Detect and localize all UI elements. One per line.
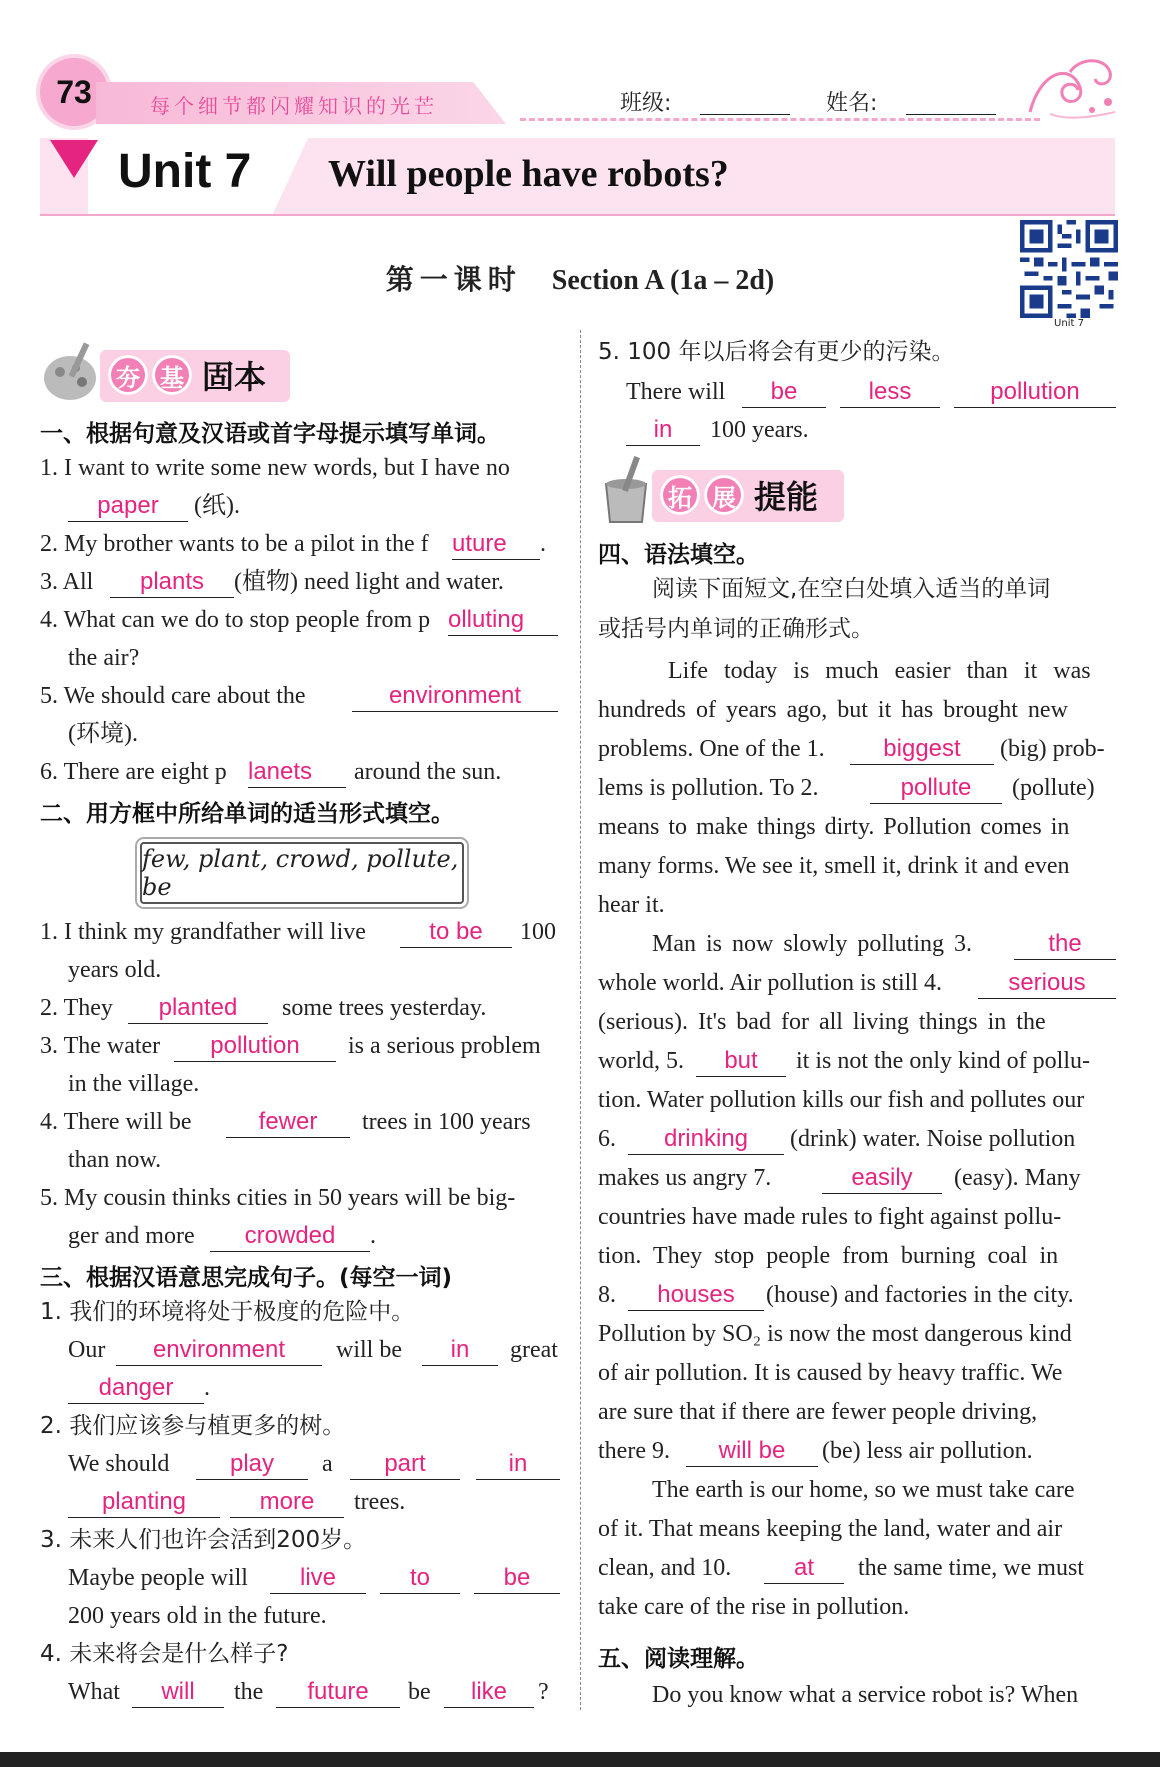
badge1-char1: 夯: [108, 355, 148, 395]
s4-intro2: 或括号内单词的正确形式。: [598, 616, 874, 642]
badge2-char1: 拓: [660, 475, 700, 515]
s3-q2-b: a: [322, 1451, 333, 1477]
answer-blank[interactable]: biggest: [850, 734, 994, 765]
passage-line: of air pollution. It is caused by heavy traffic. We: [598, 1360, 1063, 1386]
passage-line: many forms. We see it, smell it, drink it and even: [598, 853, 1070, 879]
s3-q2-cn: 2. 我们应该参与植更多的树。: [40, 1413, 346, 1439]
passage-line: whole world. Air pollution is still 4.: [598, 970, 943, 996]
page-number: 73: [40, 58, 108, 126]
s4-heading: 四、语法填空。: [598, 542, 759, 568]
answer-blank[interactable]: houses: [628, 1280, 764, 1311]
answer-blank[interactable]: be: [742, 377, 826, 408]
passage-line: (serious). It's bad for all living things in the: [598, 1009, 1046, 1035]
passage-line: 6.: [598, 1126, 616, 1152]
name-label: 姓名:: [826, 91, 878, 116]
answer-blank[interactable]: easily: [822, 1163, 942, 1194]
class-blank[interactable]: [700, 90, 790, 115]
palette-icon: [40, 340, 100, 406]
answer-blank[interactable]: environment: [116, 1335, 322, 1366]
swirl-decoration-icon: [1020, 52, 1120, 122]
answer-blank[interactable]: pollution: [174, 1031, 336, 1062]
s3-q5-cn: 5. 100 年以后将会有更少的污染。: [598, 339, 955, 365]
badge2-char2: 展: [704, 475, 744, 515]
passage-line: The earth is our home, so we must take care: [652, 1477, 1075, 1503]
answer-blank[interactable]: lanets: [248, 757, 346, 788]
answer-blank[interactable]: like: [444, 1677, 534, 1708]
answer-blank[interactable]: will: [132, 1677, 224, 1708]
s2-q1-num: 100: [520, 919, 556, 945]
s2-q4-tail: than now.: [68, 1147, 162, 1173]
s4-intro1: 阅读下面短文,在空白处填入适当的单词: [652, 576, 1051, 602]
lesson-cn: 第一课时: [385, 263, 522, 296]
answer-blank[interactable]: drinking: [628, 1124, 784, 1155]
s1-q2-tail: .: [540, 531, 546, 557]
s3-q5-a: There will: [626, 379, 726, 405]
s2-q1: 1. I think my grandfather will live: [40, 919, 366, 945]
answer-blank[interactable]: less: [840, 377, 940, 408]
s3-q3-cn: 3. 未来人们也许会活到200岁。: [40, 1527, 367, 1553]
answer-blank[interactable]: but: [696, 1046, 786, 1077]
s1-q5-tail: (环境).: [68, 721, 138, 747]
s1-heading: 一、根据句意及汉语或首字母提示填写单词。: [40, 421, 500, 447]
s5-heading: 五、阅读理解。: [598, 1646, 759, 1672]
passage-line: problems. One of the 1.: [598, 736, 825, 762]
s2-q3: 3. The water: [40, 1033, 161, 1059]
s3-q3-a: Maybe people will: [68, 1565, 248, 1591]
s3-q1-a: Our: [68, 1337, 106, 1363]
word-box: few, plant, crowd, pollute, be: [140, 842, 464, 904]
motto: 每个细节都闪耀知识的光芒: [150, 94, 438, 118]
passage-line: there 9.: [598, 1438, 670, 1464]
answer-blank[interactable]: to: [380, 1563, 460, 1594]
passage-line: hundreds of years ago, but it has brought new: [598, 697, 1068, 723]
answer-blank[interactable]: pollution: [954, 377, 1116, 408]
s2-q4: 4. There will be: [40, 1109, 192, 1135]
passage-line: (be) less air pollution.: [822, 1438, 1033, 1464]
s2-q3-tail: in the village.: [68, 1071, 200, 1097]
badge1-title: 固本: [202, 358, 267, 396]
passage-line: (big) prob-: [1000, 736, 1105, 762]
passage-line: take care of the rise in pollution.: [598, 1594, 910, 1620]
passage-line: clean, and 10.: [598, 1555, 732, 1581]
paint-bucket-icon: [598, 456, 654, 526]
section-badge-tuozhan: [660, 470, 818, 520]
s3-heading: 三、根据汉语意思完成句子。(每空一词): [40, 1265, 453, 1291]
s3-q3-b: 200 years old in the future.: [68, 1603, 327, 1629]
s1-q3-tail: (植物) need light and water.: [234, 569, 504, 595]
s2-q1-tail: years old.: [68, 957, 162, 983]
s3-q4-cn: 4. 未来将会是什么样子?: [40, 1641, 289, 1667]
answer-blank[interactable]: olluting: [448, 605, 558, 636]
passage-line: world, 5.: [598, 1048, 684, 1074]
badge1-char2: 基: [152, 355, 192, 395]
answer-blank[interactable]: planted: [128, 993, 268, 1024]
answer-blank[interactable]: environment: [352, 681, 558, 712]
s2-heading: 二、用方框中所给单词的适当形式填空。: [40, 801, 454, 827]
triangle-marker-icon: [50, 140, 98, 178]
passage-line: Life today is much easier than it was: [668, 658, 1091, 684]
class-label: 班级:: [620, 91, 672, 116]
answer-blank[interactable]: crowded: [210, 1221, 370, 1252]
answer-blank[interactable]: in: [476, 1449, 560, 1480]
s2-q2-tail: some trees yesterday.: [282, 995, 487, 1021]
s1-q3: 3. All: [40, 569, 94, 595]
answer-blank[interactable]: uture: [452, 529, 540, 560]
passage-line: 8.: [598, 1282, 616, 1308]
passage-line: (easy). Many: [954, 1165, 1081, 1191]
passage-line: makes us angry 7.: [598, 1165, 772, 1191]
answer-blank[interactable]: part: [350, 1449, 460, 1480]
passage-line: means to make things dirty. Pollution comes in: [598, 814, 1070, 840]
s3-q1-d: .: [204, 1375, 210, 1401]
answer-blank[interactable]: will be: [686, 1436, 818, 1467]
passage-line: are sure that if there are fewer people driving,: [598, 1399, 1038, 1425]
answer-blank[interactable]: paper: [68, 491, 188, 522]
passage-line: (drink) water. Noise pollution: [790, 1126, 1076, 1152]
answer-blank[interactable]: serious: [978, 968, 1116, 999]
answer-blank[interactable]: play: [196, 1449, 308, 1480]
passage-line: countries have made rules to fight against pollu-: [598, 1204, 1062, 1230]
passage-line: the same time, we must: [858, 1555, 1084, 1581]
unit-underline: [40, 214, 1115, 216]
s3-q5-b: 100 years.: [710, 417, 809, 443]
s3-q4-d: ?: [538, 1679, 549, 1705]
unit-label: Unit 7: [118, 145, 252, 198]
answer-blank[interactable]: the: [1014, 929, 1116, 960]
s3-q4-b: the: [234, 1679, 264, 1705]
passage-line: hear it.: [598, 892, 665, 918]
unit-title: Will people have robots?: [328, 153, 729, 195]
s3-q1-cn: 1. 我们的环境将处于极度的危险中。: [40, 1299, 415, 1325]
s3-q4-c: be: [408, 1679, 431, 1705]
s1-q1-tail: (纸).: [194, 493, 240, 519]
answer-blank[interactable]: plants: [110, 567, 234, 598]
s2-q5-tail: .: [370, 1223, 376, 1249]
s3-q1-c: great: [510, 1337, 558, 1363]
s3-q4-a: What: [68, 1679, 120, 1705]
answer-blank[interactable]: to be: [400, 917, 512, 948]
passage-line: it is not the only kind of pollu-: [796, 1048, 1090, 1074]
answer-blank[interactable]: be: [474, 1563, 560, 1594]
answer-blank[interactable]: in: [422, 1335, 498, 1366]
passage-line: tion. Water pollution kills our fish and pollutes our: [598, 1087, 1085, 1113]
s1-q4-tail: the air?: [68, 645, 140, 671]
s1-q2: 2. My brother wants to be a pilot in the f: [40, 531, 429, 557]
passage-line: lems is pollution. To 2.: [598, 775, 819, 801]
s2-q2: 2. They: [40, 995, 113, 1021]
column-divider: [580, 330, 581, 1710]
s2-q5: 5. My cousin thinks cities in 50 years will be big-: [40, 1185, 516, 1211]
passage-line: Pollution by SO₂ is now the most dangerous kind: [598, 1321, 1072, 1347]
qr-caption: Unit 7: [1054, 318, 1084, 329]
s1-q6-tail: around the sun.: [354, 759, 502, 785]
s1-q6: 6. There are eight p: [40, 759, 227, 785]
s1-q4: 4. What can we do to stop people from p: [40, 607, 431, 633]
answer-blank[interactable]: danger: [68, 1373, 204, 1404]
answer-blank[interactable]: fewer: [226, 1107, 350, 1138]
section-badge-jiben: [108, 350, 266, 400]
passage-line: Man is now slowly polluting 3.: [652, 931, 973, 957]
s2-q5-b: ger and more: [68, 1223, 195, 1249]
s3-q2-a: We should: [68, 1451, 170, 1477]
s2-q3-mid: is a serious problem: [348, 1033, 541, 1059]
passage-line: (house) and factories in the city.: [766, 1282, 1074, 1308]
s3-q2-c: trees.: [354, 1489, 406, 1515]
answer-blank[interactable]: live: [270, 1563, 366, 1594]
lesson-title: [0, 258, 1160, 298]
lesson-en: Section A (1a – 2d): [551, 265, 775, 296]
s1-q5: 5. We should care about the: [40, 683, 306, 709]
s5-line: Do you know what a service robot is? When: [652, 1682, 1079, 1708]
passage-line: tion. They stop people from burning coal in: [598, 1243, 1059, 1269]
qr-code-icon[interactable]: [1020, 220, 1118, 318]
passage-line: (pollute): [1012, 775, 1095, 801]
passage-line: of it. That means keeping the land, water and air: [598, 1516, 1063, 1542]
answer-blank[interactable]: pollute: [870, 773, 1002, 804]
answer-blank[interactable]: more: [230, 1487, 344, 1518]
name-blank[interactable]: [906, 90, 996, 115]
s2-q4-mid: trees in 100 years: [362, 1109, 531, 1135]
badge2-title: 提能: [754, 478, 819, 516]
answer-blank[interactable]: in: [626, 415, 700, 446]
header-dash-line: [520, 118, 1040, 121]
s1-q1: 1. I want to write some new words, but I have no: [40, 455, 510, 481]
answer-blank[interactable]: future: [276, 1677, 400, 1708]
answer-blank[interactable]: at: [764, 1553, 844, 1584]
s3-q1-b: will be: [336, 1337, 402, 1363]
answer-blank[interactable]: planting: [68, 1487, 220, 1518]
bottom-bar: [0, 1752, 1160, 1767]
